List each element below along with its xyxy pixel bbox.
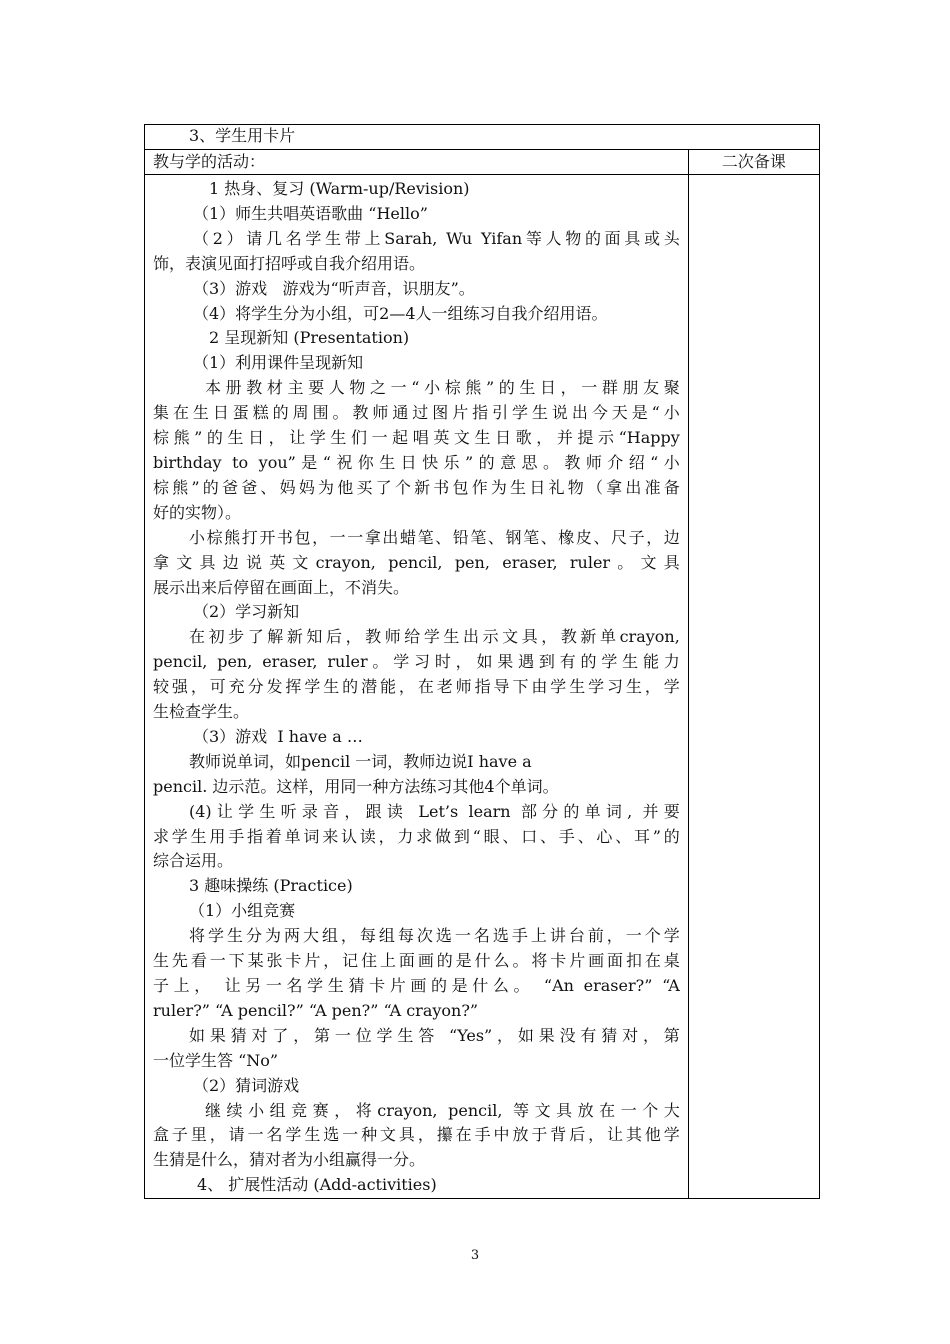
activity-line: 将学生分为两大组，每组每次选一名选手上讲台前，一个学 — [189, 926, 680, 946]
materials-item: 3、学生用卡片 — [145, 125, 820, 150]
activity-line: 教师说单词，如pencil 一词，教师边说I have a — [189, 751, 532, 771]
content-row — [145, 175, 820, 1199]
activity-line: 在初步了解新知后，教师给学生出示文具，教新单crayon, — [189, 627, 680, 647]
activity-line: (4)让学生听录音，跟读 Let’s learn 部分的单词, 并要 — [189, 801, 680, 821]
activity-line: 棕熊”的生日，让学生们一起唱英文生日歌，并提示“Happy — [153, 428, 680, 448]
activity-line: （2）猜词游戏 — [193, 1075, 300, 1095]
activity-line: ruler?” “A pencil?” “A pen?” “A crayon?” — [153, 1000, 479, 1020]
activity-line: （2）学习新知 — [193, 602, 300, 622]
activity-line: 生猜是什么，猜对者为小组赢得一分。 — [153, 1150, 426, 1170]
activity-line: 生先看一下某张卡片，记住上面画的是什么。将卡片画面扣在桌 — [153, 951, 680, 971]
activity-line: （3）游戏 游戏为“听声音，识朋友”。 — [193, 278, 475, 298]
second-prep-cell — [688, 175, 819, 1199]
activity-line: 子上， 让另一名学生猜卡片画的是什么。 “An eraser?” “A — [153, 976, 680, 995]
activity-line: 本册教材主要人物之一“小棕熊”的生日，一群朋友聚 — [205, 378, 680, 398]
activities-lines — [153, 177, 680, 1198]
activity-line: 如果猜对了，第一位学生答 “Yes”，如果没有猜对，第 — [189, 1025, 680, 1045]
activity-line: （2）请几名学生带上Sarah, Wu Yifan等人物的面具或头 — [193, 228, 680, 248]
activity-line: 好的实物）。 — [153, 502, 242, 522]
header-row — [145, 150, 820, 175]
activity-line: （1）小组竞赛 — [189, 901, 296, 921]
activity-line: 一位学生答 “No” — [153, 1050, 279, 1070]
activity-line: 3 趣味操练 (Practice) — [189, 876, 353, 896]
activity-line: 较强，可充分发挥学生的潜能，在老师指导下由学生学习生，学 — [153, 677, 680, 697]
activity-line: 集在生日蛋糕的周围。教师通过图片指引学生说出今天是“小 — [153, 403, 680, 423]
activity-line: （1）利用课件呈现新知 — [193, 353, 364, 373]
activity-line: pencil. 边示范。这样，用同一种方法练习其他4个单词。 — [153, 776, 559, 796]
page-number: 3 — [470, 1248, 480, 1263]
activity-line: 综合运用。 — [153, 851, 234, 871]
activities-header: 教与学的活动： — [145, 150, 689, 175]
activity-line: 生检查学生。 — [153, 702, 250, 722]
activity-line: 棕熊”的爸爸、妈妈为他买了个新书包作为生日礼物（拿出准备 — [153, 477, 680, 497]
materials-row — [145, 125, 820, 150]
activity-line: 拿文具边说英文crayon, pencil, pen, eraser, ruler。文具 — [153, 552, 680, 572]
activity-line: 展示出来后停留在画面上，不消失。 — [153, 577, 410, 597]
activity-line: birthday to you”是“祝你生日快乐”的意思。教师介绍“小 — [153, 452, 680, 472]
activity-line: （4）将学生分为小组，可2—4人一组练习自我介绍用语。 — [193, 303, 608, 323]
activity-line: 饰，表演见面打招呼或自我介绍用语。 — [153, 253, 426, 273]
second-prep-header: 二次备课 — [688, 150, 819, 175]
activity-line: 求学生用手指着单词来认读，力求做到“眼、口、手、心、耳”的 — [153, 826, 680, 846]
activity-line: （1）师生共唱英语歌曲 “Hello” — [193, 203, 428, 223]
activity-line: 4、 扩展性活动 (Add-activities) — [197, 1175, 437, 1195]
activity-line: 小棕熊打开书包，一一拿出蜡笔、铅笔、钢笔、橡皮、尺子，边 — [189, 527, 680, 547]
activity-line: 继续小组竞赛，将crayon, pencil, 等文具放在一个大 — [205, 1100, 680, 1120]
activity-line: 2 呈现新知 (Presentation) — [209, 328, 410, 348]
activity-line: 盒子里，请一名学生选一种文具，攥在手中放于背后，让其他学 — [153, 1125, 680, 1145]
lesson-plan-table — [144, 124, 820, 1199]
activity-line: pencil, pen, eraser, ruler。学习时，如果遇到有的学生能力 — [153, 652, 680, 672]
activities-content — [145, 175, 689, 1199]
activity-line: 1 热身、复习 (Warm-up/Revision) — [209, 179, 470, 198]
activity-line: （3）游戏 I have a … — [193, 726, 363, 746]
